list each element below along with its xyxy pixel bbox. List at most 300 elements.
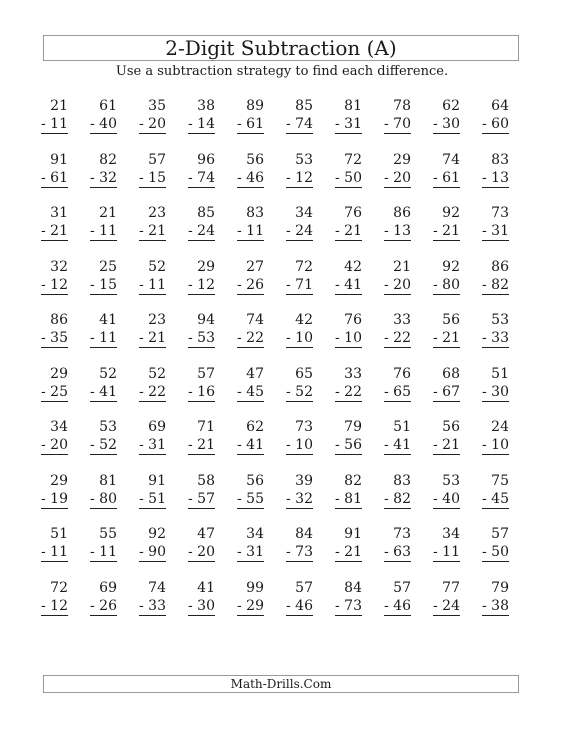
subtrahend: - 14 — [188, 116, 215, 132]
minuend: 84 — [344, 579, 362, 596]
minuend: 74 — [148, 579, 166, 596]
minuend: 42 — [295, 312, 313, 328]
subtraction-problem — [426, 97, 460, 151]
minuend: 33 — [344, 365, 362, 382]
subtrahend: - 20 — [188, 544, 215, 560]
subtrahend: - 20 — [41, 437, 68, 453]
subtrahend: - 63 — [384, 544, 411, 560]
subtraction-problem — [83, 204, 117, 258]
footer-site: Math-Drills.Com — [230, 677, 332, 691]
subtraction-problem — [34, 472, 68, 526]
minuend: 21 — [50, 98, 68, 114]
page-title: 2-Digit Subtraction (A) — [165, 36, 397, 60]
subtrahend: - 33 — [139, 597, 166, 614]
minuend: 57 — [393, 579, 411, 596]
minuend: 51 — [50, 526, 68, 542]
subtrahend: - 41 — [384, 437, 411, 453]
subtraction-problem — [426, 525, 460, 579]
minuend: 42 — [344, 258, 362, 275]
subtrahend: - 10 — [335, 330, 362, 346]
subtraction-problem — [377, 525, 411, 579]
subtraction-problem — [230, 151, 264, 205]
subtraction-problem — [279, 365, 313, 419]
minuend: 92 — [442, 258, 460, 275]
subtrahend: - 26 — [90, 597, 117, 614]
subtraction-problem — [475, 472, 509, 526]
subtrahend: - 22 — [335, 383, 362, 400]
subtraction-problem — [181, 258, 215, 312]
subtraction-problem — [132, 418, 166, 472]
subtraction-problem — [377, 204, 411, 258]
subtraction-problem — [328, 418, 362, 472]
minuend: 52 — [148, 365, 166, 382]
minuend: 69 — [148, 419, 166, 435]
subtraction-problem — [34, 151, 68, 205]
instructions: Use a subtraction strategy to find each difference. — [115, 64, 449, 79]
subtraction-problem — [83, 97, 117, 151]
subtrahend: - 11 — [41, 544, 68, 560]
subtrahend: - 30 — [482, 383, 509, 400]
subtrahend: - 22 — [237, 330, 264, 346]
subtrahend: - 21 — [188, 437, 215, 453]
subtrahend: - 90 — [139, 544, 166, 560]
subtrahend: - 80 — [90, 490, 117, 507]
minuend: 69 — [99, 579, 117, 596]
minuend: 73 — [393, 526, 411, 542]
subtraction-problem — [426, 579, 460, 633]
minuend: 99 — [246, 579, 264, 596]
subtrahend: - 22 — [384, 330, 411, 346]
subtrahend: - 41 — [335, 276, 362, 293]
minuend: 33 — [393, 312, 411, 328]
minuend: 34 — [442, 526, 460, 542]
minuend: 51 — [393, 419, 411, 435]
subtrahend: - 11 — [237, 223, 264, 239]
subtrahend: - 12 — [286, 169, 313, 186]
minuend: 29 — [50, 472, 68, 489]
subtraction-problem — [132, 579, 166, 633]
minuend: 73 — [491, 205, 509, 221]
subtraction-problem — [426, 204, 460, 258]
minuend: 21 — [393, 258, 411, 275]
minuend: 31 — [50, 205, 68, 221]
subtraction-problem — [132, 151, 166, 205]
subtraction-problem — [230, 472, 264, 526]
minuend: 53 — [442, 472, 460, 489]
minuend: 82 — [99, 151, 117, 168]
subtrahend: - 31 — [482, 223, 509, 239]
subtrahend: - 74 — [286, 116, 313, 132]
subtrahend: - 11 — [433, 544, 460, 560]
subtrahend: - 80 — [433, 276, 460, 293]
minuend: 81 — [99, 472, 117, 489]
subtraction-problem — [34, 97, 68, 151]
subtrahend: - 31 — [139, 437, 166, 453]
minuend: 35 — [148, 98, 166, 114]
minuend: 78 — [393, 98, 411, 114]
subtrahend: - 52 — [286, 383, 313, 400]
minuend: 53 — [99, 419, 117, 435]
subtraction-problem — [377, 97, 411, 151]
subtrahend: - 46 — [384, 597, 411, 614]
subtrahend: - 26 — [237, 276, 264, 293]
subtrahend: - 33 — [482, 330, 509, 346]
subtrahend: - 21 — [41, 223, 68, 239]
minuend: 47 — [197, 526, 215, 542]
subtraction-problem — [279, 311, 313, 365]
subtraction-problem — [132, 204, 166, 258]
subtraction-problem — [230, 204, 264, 258]
minuend: 92 — [148, 526, 166, 542]
subtraction-problem — [328, 151, 362, 205]
subtrahend: - 20 — [139, 116, 166, 132]
subtrahend: - 10 — [286, 330, 313, 346]
subtrahend: - 11 — [90, 544, 117, 560]
minuend: 21 — [99, 205, 117, 221]
subtrahend: - 40 — [433, 490, 460, 507]
subtrahend: - 57 — [188, 490, 215, 507]
minuend: 71 — [197, 419, 215, 435]
subtrahend: - 15 — [90, 276, 117, 293]
minuend: 53 — [295, 151, 313, 168]
subtraction-problem — [377, 151, 411, 205]
subtraction-problem — [83, 311, 117, 365]
subtraction-problem — [132, 365, 166, 419]
minuend: 92 — [442, 205, 460, 221]
minuend: 65 — [295, 365, 313, 382]
minuend: 58 — [197, 472, 215, 489]
minuend: 41 — [197, 579, 215, 596]
subtrahend: - 67 — [433, 383, 460, 400]
title-box — [43, 35, 519, 61]
minuend: 76 — [393, 365, 411, 382]
subtraction-problem — [279, 525, 313, 579]
subtraction-problem — [328, 311, 362, 365]
minuend: 85 — [197, 205, 215, 221]
subtrahend: - 20 — [384, 169, 411, 186]
minuend: 56 — [442, 312, 460, 328]
subtraction-problem — [83, 258, 117, 312]
subtraction-problem — [230, 97, 264, 151]
subtrahend: - 11 — [41, 116, 68, 132]
subtraction-problem — [475, 418, 509, 472]
subtraction-problem — [181, 525, 215, 579]
subtraction-problem — [377, 365, 411, 419]
minuend: 84 — [295, 526, 313, 542]
subtraction-problem — [230, 579, 264, 633]
subtraction-problem — [328, 472, 362, 526]
subtrahend: - 25 — [41, 383, 68, 400]
minuend: 56 — [442, 419, 460, 435]
minuend: 72 — [295, 258, 313, 275]
subtraction-problem — [181, 311, 215, 365]
minuend: 79 — [491, 579, 509, 596]
subtraction-problem — [328, 258, 362, 312]
subtraction-problem — [279, 204, 313, 258]
subtraction-problem — [83, 418, 117, 472]
subtrahend: - 22 — [139, 383, 166, 400]
minuend: 23 — [148, 205, 166, 221]
subtraction-problem — [328, 579, 362, 633]
subtraction-problem — [426, 472, 460, 526]
subtraction-problem — [132, 525, 166, 579]
subtraction-problem — [475, 258, 509, 312]
minuend: 57 — [197, 365, 215, 382]
subtraction-problem — [34, 418, 68, 472]
minuend: 57 — [491, 526, 509, 542]
minuend: 76 — [344, 312, 362, 328]
subtrahend: - 19 — [41, 490, 68, 507]
minuend: 94 — [197, 312, 215, 328]
subtrahend: - 11 — [139, 276, 166, 293]
subtraction-problem — [475, 579, 509, 633]
subtraction-problem — [475, 151, 509, 205]
minuend: 41 — [99, 312, 117, 328]
minuend: 29 — [50, 365, 68, 382]
subtraction-problem — [132, 97, 166, 151]
subtrahend: - 15 — [139, 169, 166, 186]
minuend: 64 — [491, 98, 509, 114]
subtraction-problem — [475, 97, 509, 151]
subtrahend: - 61 — [433, 169, 460, 186]
minuend: 62 — [246, 419, 264, 435]
minuend: 25 — [99, 258, 117, 275]
subtraction-problem — [181, 579, 215, 633]
subtrahend: - 46 — [237, 169, 264, 186]
subtrahend: - 73 — [335, 597, 362, 614]
subtrahend: - 52 — [90, 437, 117, 453]
subtraction-problem — [279, 579, 313, 633]
minuend: 83 — [491, 151, 509, 168]
subtrahend: - 41 — [90, 383, 117, 400]
minuend: 91 — [344, 526, 362, 542]
minuend: 72 — [50, 579, 68, 596]
minuend: 79 — [344, 419, 362, 435]
minuend: 91 — [50, 151, 68, 168]
minuend: 83 — [393, 472, 411, 489]
minuend: 76 — [344, 205, 362, 221]
subtraction-problem — [83, 579, 117, 633]
subtrahend: - 82 — [482, 276, 509, 293]
subtrahend: - 74 — [188, 169, 215, 186]
subtraction-problem — [377, 418, 411, 472]
subtraction-problem — [34, 311, 68, 365]
subtraction-problem — [279, 258, 313, 312]
subtraction-problem — [132, 258, 166, 312]
subtraction-problem — [34, 204, 68, 258]
subtrahend: - 21 — [139, 330, 166, 346]
minuend: 24 — [491, 419, 509, 435]
subtrahend: - 45 — [482, 490, 509, 507]
minuend: 86 — [50, 312, 68, 328]
subtraction-problem — [181, 97, 215, 151]
minuend: 82 — [344, 472, 362, 489]
subtraction-problem — [34, 579, 68, 633]
subtraction-problem — [230, 525, 264, 579]
subtraction-problem — [279, 97, 313, 151]
subtraction-problem — [426, 151, 460, 205]
minuend: 52 — [99, 365, 117, 382]
subtraction-problem — [34, 365, 68, 419]
subtraction-problem — [475, 311, 509, 365]
subtraction-problem — [426, 365, 460, 419]
subtraction-problem — [377, 258, 411, 312]
minuend: 73 — [295, 419, 313, 435]
subtrahend: - 82 — [384, 490, 411, 507]
subtrahend: - 12 — [188, 276, 215, 293]
minuend: 57 — [295, 579, 313, 596]
subtrahend: - 12 — [41, 276, 68, 293]
minuend: 74 — [246, 312, 264, 328]
subtrahend: - 53 — [188, 330, 215, 346]
subtrahend: - 24 — [433, 597, 460, 614]
subtraction-problem — [83, 525, 117, 579]
subtrahend: - 13 — [482, 169, 509, 186]
subtrahend: - 40 — [90, 116, 117, 132]
minuend: 34 — [50, 419, 68, 435]
subtraction-problem — [279, 418, 313, 472]
minuend: 38 — [197, 98, 215, 114]
subtrahend: - 51 — [139, 490, 166, 507]
subtrahend: - 29 — [237, 597, 264, 614]
subtrahend: - 70 — [384, 116, 411, 132]
minuend: 34 — [295, 205, 313, 221]
subtraction-problem — [230, 311, 264, 365]
subtrahend: - 24 — [286, 223, 313, 239]
subtraction-problem — [377, 579, 411, 633]
subtrahend: - 35 — [41, 330, 68, 346]
minuend: 57 — [148, 151, 166, 168]
subtrahend: - 20 — [384, 276, 411, 293]
subtraction-problem — [475, 365, 509, 419]
subtraction-problem — [230, 365, 264, 419]
minuend: 55 — [99, 526, 117, 542]
subtraction-problem — [181, 365, 215, 419]
subtraction-problem — [328, 97, 362, 151]
minuend: 23 — [148, 312, 166, 328]
minuend: 29 — [197, 258, 215, 275]
subtraction-problem — [132, 311, 166, 365]
minuend: 56 — [246, 472, 264, 489]
subtrahend: - 56 — [335, 437, 362, 453]
subtrahend: - 73 — [286, 544, 313, 560]
minuend: 74 — [442, 151, 460, 168]
subtraction-problem — [181, 472, 215, 526]
minuend: 77 — [442, 579, 460, 596]
subtrahend: - 55 — [237, 490, 264, 507]
subtraction-problem — [181, 418, 215, 472]
subtraction-problem — [475, 204, 509, 258]
subtrahend: - 50 — [335, 169, 362, 186]
minuend: 61 — [99, 98, 117, 114]
minuend: 39 — [295, 472, 313, 489]
subtrahend: - 45 — [237, 383, 264, 400]
subtrahend: - 32 — [286, 490, 313, 507]
subtrahend: - 16 — [188, 383, 215, 400]
subtrahend: - 21 — [433, 223, 460, 239]
subtrahend: - 12 — [41, 597, 68, 614]
minuend: 96 — [197, 151, 215, 168]
minuend: 47 — [246, 365, 264, 382]
minuend: 51 — [491, 365, 509, 382]
subtrahend: - 38 — [482, 597, 509, 614]
subtraction-problem — [181, 204, 215, 258]
subtraction-problem — [230, 258, 264, 312]
subtrahend: - 13 — [384, 223, 411, 239]
minuend: 75 — [491, 472, 509, 489]
subtraction-problem — [426, 311, 460, 365]
subtraction-problem — [181, 151, 215, 205]
subtrahend: - 11 — [90, 330, 117, 346]
subtraction-problem — [475, 525, 509, 579]
problem-grid — [34, 97, 524, 632]
subtrahend: - 21 — [335, 223, 362, 239]
subtrahend: - 21 — [433, 330, 460, 346]
subtraction-problem — [279, 151, 313, 205]
subtraction-problem — [377, 472, 411, 526]
minuend: 89 — [246, 98, 264, 114]
subtrahend: - 81 — [335, 490, 362, 507]
subtraction-problem — [328, 365, 362, 419]
subtraction-problem — [83, 472, 117, 526]
subtrahend: - 32 — [90, 169, 117, 186]
minuend: 68 — [442, 365, 460, 382]
subtraction-problem — [328, 204, 362, 258]
minuend: 83 — [246, 205, 264, 221]
minuend: 34 — [246, 526, 264, 542]
subtrahend: - 65 — [384, 383, 411, 400]
subtrahend: - 31 — [335, 116, 362, 132]
subtrahend: - 71 — [286, 276, 313, 293]
subtrahend: - 10 — [482, 437, 509, 453]
subtrahend: - 50 — [482, 544, 509, 560]
minuend: 62 — [442, 98, 460, 114]
subtrahend: - 30 — [433, 116, 460, 132]
subtraction-problem — [279, 472, 313, 526]
minuend: 85 — [295, 98, 313, 114]
subtraction-problem — [328, 525, 362, 579]
subtraction-problem — [83, 365, 117, 419]
subtrahend: - 21 — [139, 223, 166, 239]
subtrahend: - 46 — [286, 597, 313, 614]
minuend: 32 — [50, 258, 68, 275]
minuend: 81 — [344, 98, 362, 114]
minuend: 27 — [246, 258, 264, 275]
subtraction-problem — [83, 151, 117, 205]
subtrahend: - 11 — [90, 223, 117, 239]
minuend: 53 — [491, 312, 509, 328]
subtrahend: - 61 — [237, 116, 264, 132]
subtraction-problem — [34, 258, 68, 312]
subtrahend: - 30 — [188, 597, 215, 614]
subtrahend: - 10 — [286, 437, 313, 453]
subtraction-problem — [377, 311, 411, 365]
subtrahend: - 61 — [41, 169, 68, 186]
minuend: 91 — [148, 472, 166, 489]
subtrahend: - 41 — [237, 437, 264, 453]
minuend: 86 — [393, 205, 411, 221]
subtrahend: - 24 — [188, 223, 215, 239]
minuend: 52 — [148, 258, 166, 275]
footer-box — [43, 675, 519, 693]
minuend: 56 — [246, 151, 264, 168]
minuend: 86 — [491, 258, 509, 275]
subtrahend: - 31 — [237, 544, 264, 560]
subtraction-problem — [34, 525, 68, 579]
subtrahend: - 21 — [433, 437, 460, 453]
subtraction-problem — [132, 472, 166, 526]
subtrahend: - 21 — [335, 544, 362, 560]
